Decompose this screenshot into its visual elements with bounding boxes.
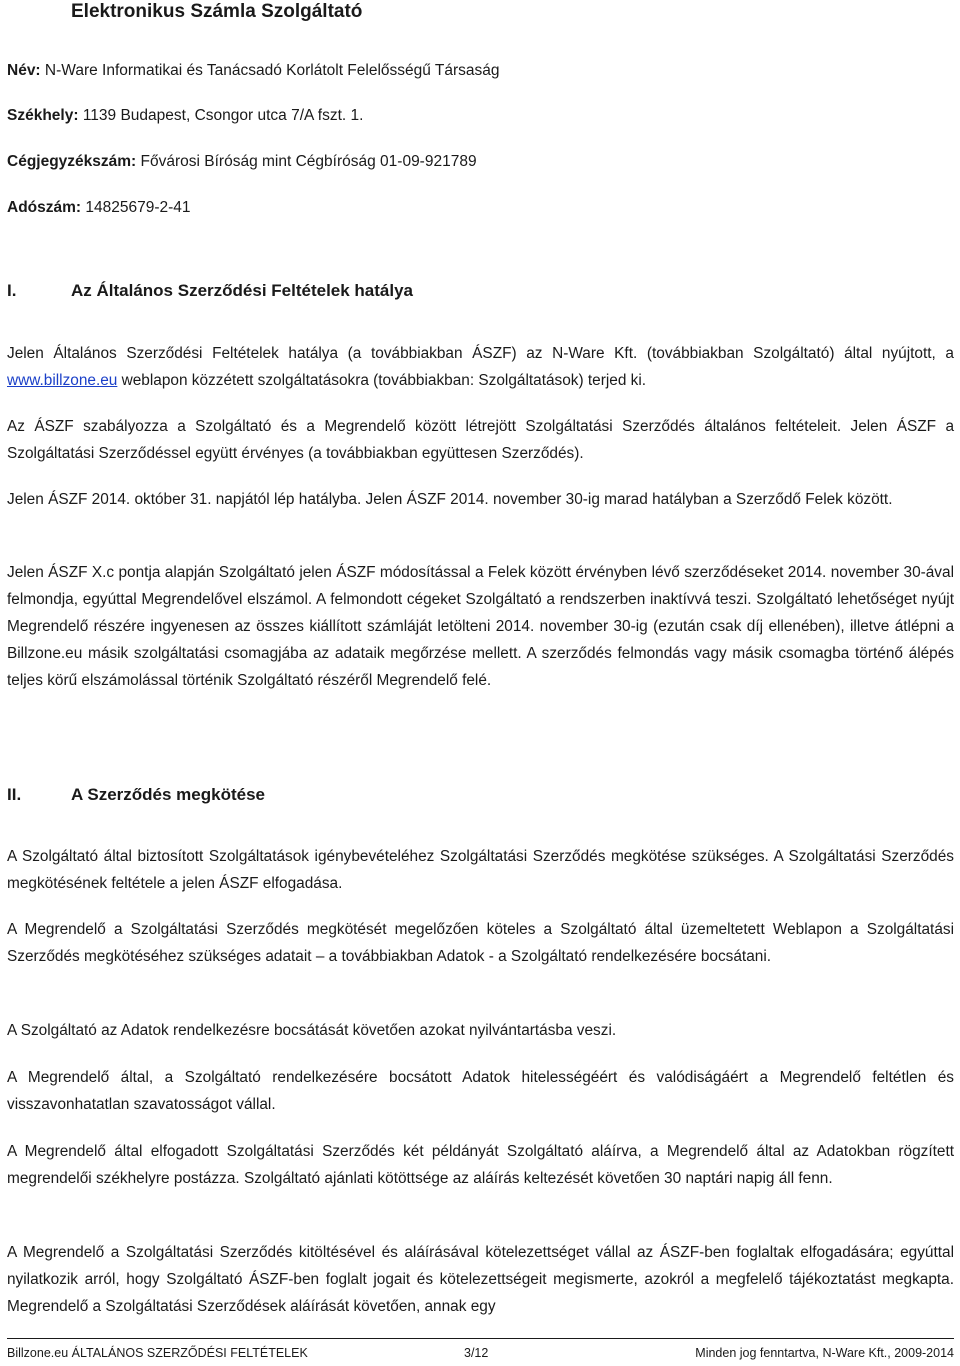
section-1-paragraph-1 — [7, 340, 954, 394]
section-1-p1-text-end: weblapon közzétett szolgáltatásokra (továbbiakban: Szolgáltatások) terjed ki. — [117, 372, 647, 389]
section-1-title: Az Általános Szerződési Feltételek hatálya — [71, 281, 414, 300]
section-2-paragraph-1: A Szolgáltató által biztosított Szolgáltatások igénybevételéhez Szolgáltatási Szerződés megkötése szükséges. A Szolgáltatási Szerződés megkötésének feltétele a jelen ÁSZF elfogadása. — [7, 848, 954, 892]
section-2-paragraph-4: A Megrendelő által, a Szolgáltató rendelkezésére bocsátott Adatok hitelességéért és valódiságáért a Megrendelő feltétlen és visszavonhatatlan szavatosságot vállal. — [7, 1069, 954, 1113]
company-registration-value: Fővárosi Bíróság mint Cégbíróság 01-09-921789 — [140, 153, 477, 170]
company-name — [7, 61, 500, 81]
section-2-number: II. — [7, 785, 22, 804]
company-name-label: Név: — [7, 62, 41, 79]
section-1-p1-text: Jelen Általános Szerződési Feltételek hatálya (a továbbiakban ÁSZF) az N-Ware Kft. (továbbiakban Szolgáltató) által nyújtott, a — [7, 345, 954, 362]
company-name-value: N-Ware Informatikai és Tanácsadó Korlátolt Felelősségű Társaság — [44, 62, 500, 79]
section-2-paragraph-3: A Szolgáltató az Adatok rendelkezésre bocsátását követően azokat nyilvántartásba veszi. — [7, 1022, 617, 1039]
footer-page-number: 3/12 — [464, 1346, 489, 1360]
document-title: Elektronikus Számla Szolgáltató — [71, 1, 363, 22]
section-2-heading — [7, 784, 265, 806]
billzone-link[interactable]: www.billzone.eu — [7, 372, 118, 389]
section-2-title: A Szerződés megkötése — [71, 785, 265, 804]
page-footer — [7, 1338, 954, 1360]
section-2-paragraph-6: A Megrendelő a Szolgáltatási Szerződés kitöltésével és aláírásával kötelezettséget vállal az ÁSZF-ben foglaltak elfogadására; egyúttal nyilatkozik arról, hogy Szolgáltató ÁSZF-ben foglalt jogait és kötelezettségeit megismerte, azokról a megfelelő tájékoztatást megkapta. Megrendelő a Szolgáltatási Szerződések aláírását követően, annak egy — [7, 1244, 954, 1315]
company-seat-label: Székhely: — [7, 107, 79, 124]
company-tax-value: 14825679-2-41 — [85, 199, 191, 216]
company-tax-number — [7, 198, 191, 218]
company-seat — [7, 106, 363, 126]
section-1-heading — [7, 280, 413, 302]
section-1-paragraph-4: Jelen ÁSZF X.c pontja alapján Szolgáltató jelen ÁSZF módosítással a Felek között érvényben lévő szerződéseket 2014. november 30-ával felmondja, egyúttal Megrendelővel elszámol. A felmondott cégeket Szolgáltató a rendszerben inaktívvá teszi. Szolgáltató lehetőséget nyújt Megrendelő részére ingyenesen az összes kiállított számláját letölteni 2014. november 30-ig (ezután csak díj ellenében), illetve átlépni a Billzone.eu másik szolgáltatási csomagjába az adataik megőrzése mellett. A szerződés felmondás vagy másik csomagba történő álépés teljes körű elszámolással történik Szolgáltató részéről Megrendelő felé. — [7, 564, 954, 689]
section-1-number: I. — [7, 281, 17, 300]
footer-document-name: Billzone.eu ÁLTALÁNOS SZERZŐDÉSI FELTÉTELEK — [7, 1346, 308, 1360]
company-tax-label: Adószám: — [7, 199, 82, 216]
company-registration — [7, 152, 477, 172]
section-2-paragraph-2: A Megrendelő a Szolgáltatási Szerződés megkötését megelőzően köteles a Szolgáltató által üzemeltetett Weblapon a Szolgáltatási Szerződés megkötéséhez szükséges adatait – a továbbiakban Adatok - a Szolgáltató rendelkezésére bocsátani. — [7, 921, 954, 965]
section-1-paragraph-3: Jelen ÁSZF 2014. október 31. napjától lép hatályba. Jelen ÁSZF 2014. november 30-ig marad hatályban a Szerződő Felek között. — [7, 491, 893, 508]
company-seat-value: 1139 Budapest, Csongor utca 7/A fszt. 1. — [82, 107, 364, 124]
section-1-paragraph-2: Az ÁSZF szabályozza a Szolgáltató és a Megrendelő között létrejött Szolgáltatási Szerződés általános feltételeit. Jelen ÁSZF a Szolgáltatási Szerződéssel együtt érvényes (a továbbiakban együttesen Szerződés). — [7, 418, 954, 462]
footer-copyright: Minden jog fenntartva, N-Ware Kft., 2009-2014 — [695, 1346, 954, 1360]
section-2-paragraph-5: A Megrendelő által elfogadott Szolgáltatási Szerződés két példányát Szolgáltató aláírva, a Megrendelő által az Adatokban rögzített megrendelői székhelyre postázza. Szolgáltató ajánlati kötöttsége az aláírás keltezését követően 30 naptári napig áll fenn. — [7, 1143, 954, 1187]
company-registration-label: Cégjegyzékszám: — [7, 153, 137, 170]
